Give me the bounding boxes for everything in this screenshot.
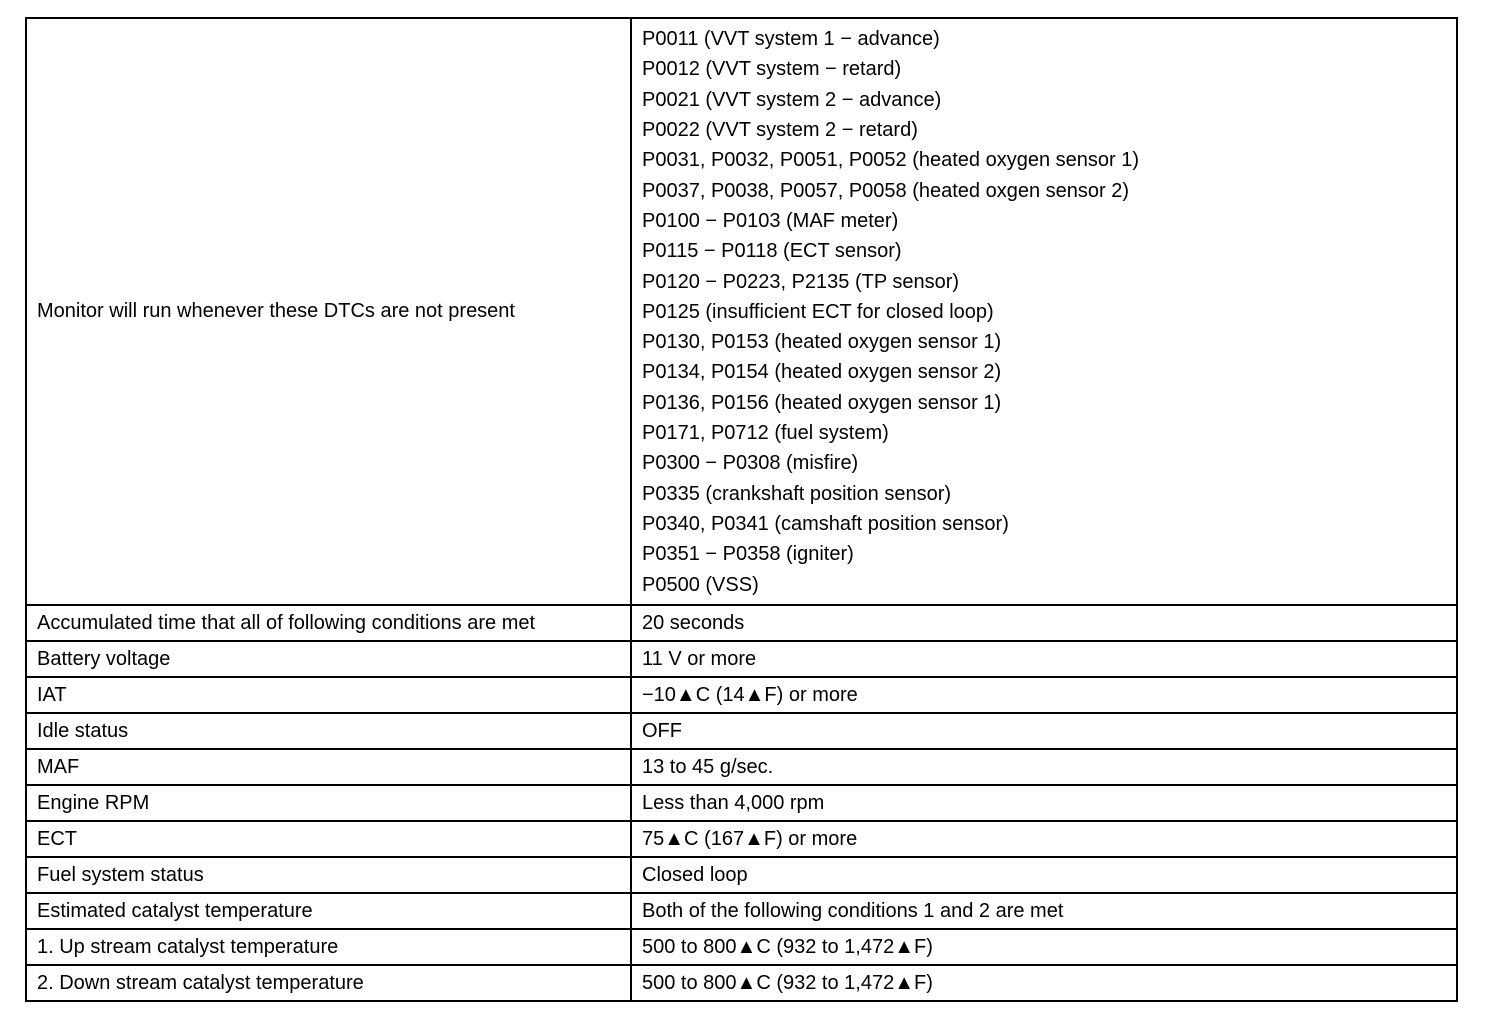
table-row [26, 18, 1457, 605]
table-row [26, 785, 1457, 821]
dtc-list [642, 19, 1446, 604]
monitor-conditions-table [25, 17, 1458, 1002]
condition-value: Less than 4,000 rpm [631, 785, 1457, 821]
dtc-item: P0136, P0156 (heated oxygen sensor 1) [642, 391, 1002, 414]
condition-label: Estimated catalyst temperature [26, 893, 631, 929]
condition-label: Battery voltage [26, 641, 631, 677]
dtc-item: P0500 (VSS) [642, 573, 759, 596]
table-row [26, 821, 1457, 857]
condition-label: 1. Up stream catalyst temperature [26, 929, 631, 965]
condition-value: 500 to 800▲C (932 to 1,472▲F) [631, 965, 1457, 1001]
dtc-item: P0340, P0341 (camshaft position sensor) [642, 512, 1009, 535]
dtc-item: P0021 (VVT system 2 − advance) [642, 88, 942, 111]
condition-value: 11 V or more [631, 641, 1457, 677]
dtc-item: P0022 (VVT system 2 − retard) [642, 119, 918, 142]
table-row [26, 929, 1457, 965]
dtc-item: P0037, P0038, P0057, P0058 (heated oxgen sensor 2) [642, 179, 1130, 202]
condition-label: Idle status [26, 713, 631, 749]
condition-label: 2. Down stream catalyst temperature [26, 965, 631, 1001]
dtc-item: P0012 (VVT system − retard) [642, 58, 902, 81]
condition-value: Both of the following conditions 1 and 2 are met [631, 893, 1457, 929]
condition-value: −10▲C (14▲F) or more [631, 677, 1457, 713]
condition-label: Accumulated time that all of following conditions are met [26, 605, 631, 641]
condition-value: 13 to 45 g/sec. [631, 749, 1457, 785]
table-row [26, 857, 1457, 893]
dtc-item: P0125 (insufficient ECT for closed loop) [642, 300, 994, 323]
dtc-item: P0335 (crankshaft position sensor) [642, 482, 952, 505]
condition-value: 20 seconds [631, 605, 1457, 641]
condition-label: Monitor will run whenever these DTCs are not present [26, 18, 631, 605]
table-row [26, 641, 1457, 677]
table-row [26, 749, 1457, 785]
condition-value: 75▲C (167▲F) or more [631, 821, 1457, 857]
dtc-item: P0120 − P0223, P2135 (TP sensor) [642, 270, 960, 293]
dtc-item: P0130, P0153 (heated oxygen sensor 1) [642, 331, 1002, 354]
condition-value: Closed loop [631, 857, 1457, 893]
condition-label: Fuel system status [26, 857, 631, 893]
condition-label: MAF [26, 749, 631, 785]
table-row [26, 713, 1457, 749]
table-row [26, 893, 1457, 929]
dtc-list-cell [631, 18, 1457, 605]
dtc-item: P0300 − P0308 (misfire) [642, 452, 859, 475]
table-row [26, 965, 1457, 1001]
dtc-item: P0351 − P0358 (igniter) [642, 543, 854, 566]
dtc-item: P0171, P0712 (fuel system) [642, 422, 889, 445]
condition-label: Engine RPM [26, 785, 631, 821]
condition-value: OFF [631, 713, 1457, 749]
dtc-item: P0134, P0154 (heated oxygen sensor 2) [642, 361, 1002, 384]
table-row [26, 677, 1457, 713]
condition-value: 500 to 800▲C (932 to 1,472▲F) [631, 929, 1457, 965]
condition-label: ECT [26, 821, 631, 857]
dtc-item: P0100 − P0103 (MAF meter) [642, 209, 899, 232]
table-row [26, 605, 1457, 641]
dtc-item: P0031, P0032, P0051, P0052 (heated oxygen sensor 1) [642, 149, 1140, 172]
dtc-item: P0115 − P0118 (ECT sensor) [642, 240, 902, 263]
dtc-item: P0011 (VVT system 1 − advance) [642, 28, 940, 51]
condition-label: IAT [26, 677, 631, 713]
